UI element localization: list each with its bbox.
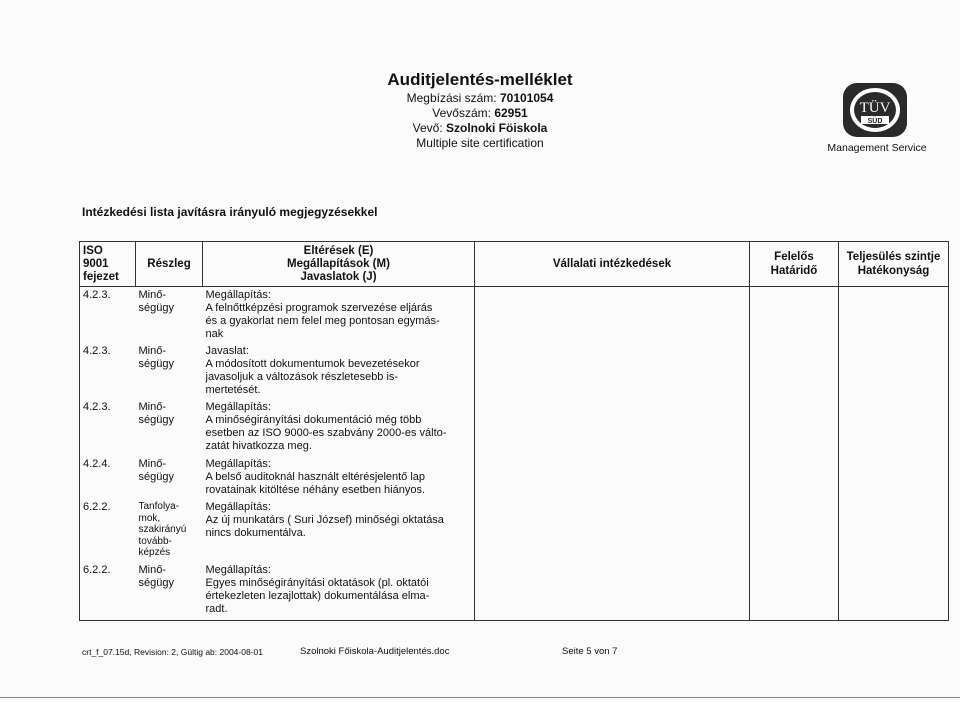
part-cell: Minő- ségügy: [136, 287, 203, 344]
responsible-cell: [750, 399, 839, 456]
footer-filename: Szolnoki Főiskola-Auditjelentés.doc: [300, 646, 450, 657]
action-list-table: [79, 241, 949, 621]
iso-cell: 4.2.4.: [80, 456, 136, 499]
finding-cell: Javaslat: A módosított dokumentumok bevezetésekor javasoljuk a változások részletesebb is- mertetését.: [203, 343, 475, 399]
finding-cell: Megállapítás: A minőségirányítási dokumentáció még több esetben az ISO 9000-es szabvány 2000-es válto- zatát hivatkozza meg.: [203, 399, 475, 456]
document-title: Auditjelentés-melléklet: [387, 70, 573, 89]
finding-cell: Megállapítás: Egyes minőségirányítási oktatások (pl. oktatói értekezleten lezajlottak) dokumentálása elma- radt.: [203, 562, 475, 620]
finding-cell: Megállapítás: Az új munkatárs ( Suri József) minőségi oktatása nincs dokumentálva.: [203, 499, 475, 562]
table-row: [80, 399, 949, 456]
iso-cell: 4.2.3.: [80, 343, 136, 399]
table-row: [80, 456, 949, 499]
responsible-cell: [750, 456, 839, 499]
logo-text-bottom: SÜD: [867, 118, 883, 125]
responsible-cell: [750, 562, 839, 620]
iso-cell: 6.2.2.: [80, 562, 136, 620]
header-fulfilment: Teljesülés szintje Hatékonyság: [839, 242, 949, 287]
finding-cell: Megállapítás: A felnőttképzési programok szervezése eljárás és a gyakorlat nem felel meg pontosan egymás- nak: [203, 287, 475, 344]
action-cell: [475, 343, 750, 399]
fulfilment-cell: [839, 499, 949, 562]
responsible-cell: [750, 343, 839, 399]
order-number-label: Megbízási szám:: [406, 91, 497, 105]
fulfilment-cell: [839, 287, 949, 344]
action-cell: [475, 456, 750, 499]
fulfilment-cell: [839, 456, 949, 499]
order-number-line: [300, 91, 660, 106]
fulfilment-cell: [839, 343, 949, 399]
part-cell: Minő- ségügy: [136, 562, 203, 620]
table-row: [80, 562, 949, 620]
action-cell: [475, 499, 750, 562]
header-iso-chapter: ISO 9001 fejezet: [80, 242, 136, 287]
logo-service-label: Management Service: [827, 142, 927, 154]
action-cell: [475, 287, 750, 344]
table-row: [80, 287, 949, 344]
logo-text-top: TÜV: [859, 100, 891, 116]
part-cell: Minő- ségügy: [138, 345, 174, 370]
scan-edge-line: [0, 697, 960, 698]
customer-number-line: [300, 106, 660, 121]
customer-number: 62951: [494, 106, 528, 120]
table-row: [80, 343, 949, 399]
part-cell: Tanfolya- mok, szakirányú tovább- képzés: [138, 501, 187, 558]
customer-label: Vevő:: [412, 121, 443, 135]
iso-cell: 4.2.3.: [80, 287, 136, 344]
part-cell: Minő- ségügy: [138, 401, 174, 426]
iso-cell: 6.2.2.: [80, 499, 136, 562]
header-actions: Vállalati intézkedések: [475, 242, 750, 287]
customer-line: [300, 121, 660, 136]
customer-number-label: Vevőszám:: [432, 106, 491, 120]
table-row: [80, 499, 949, 562]
fulfilment-cell: [839, 562, 949, 620]
order-number: 70101054: [499, 91, 554, 105]
header-responsible: Felelős Határidő: [750, 242, 839, 287]
footer-page-number: Seite 5 von 7: [562, 646, 618, 657]
finding-cell: Megállapítás: A belső auditoknál használt eltérésjelentő lap rovatainak kitöltése néhány esetben hiányos.: [203, 456, 475, 499]
customer-name: Szolnoki Föiskola: [446, 121, 548, 135]
header-findings: Eltérések (E) Megállapítások (M) Javaslatok (J): [203, 242, 475, 287]
footer-revision: crt_f_07.15d, Revision: 2, Gültig ab: 2004-08-01: [82, 647, 263, 657]
certification-type: Multiple site certification: [416, 136, 544, 150]
fulfilment-cell: [839, 399, 949, 456]
action-cell: [475, 399, 750, 456]
iso-cell: 4.2.3.: [80, 399, 136, 456]
responsible-cell: [750, 287, 839, 344]
action-cell: [475, 562, 750, 620]
list-subtitle: Intézkedési lista javításra irányuló megjegyzésekkel: [82, 205, 378, 219]
document-header: [300, 70, 660, 151]
responsible-cell: [750, 499, 839, 562]
table-header-row: [80, 242, 949, 287]
tuv-sud-logo-icon: [842, 82, 908, 138]
header-part: Részleg: [136, 242, 203, 287]
part-cell: Minő- ségügy: [138, 458, 174, 483]
